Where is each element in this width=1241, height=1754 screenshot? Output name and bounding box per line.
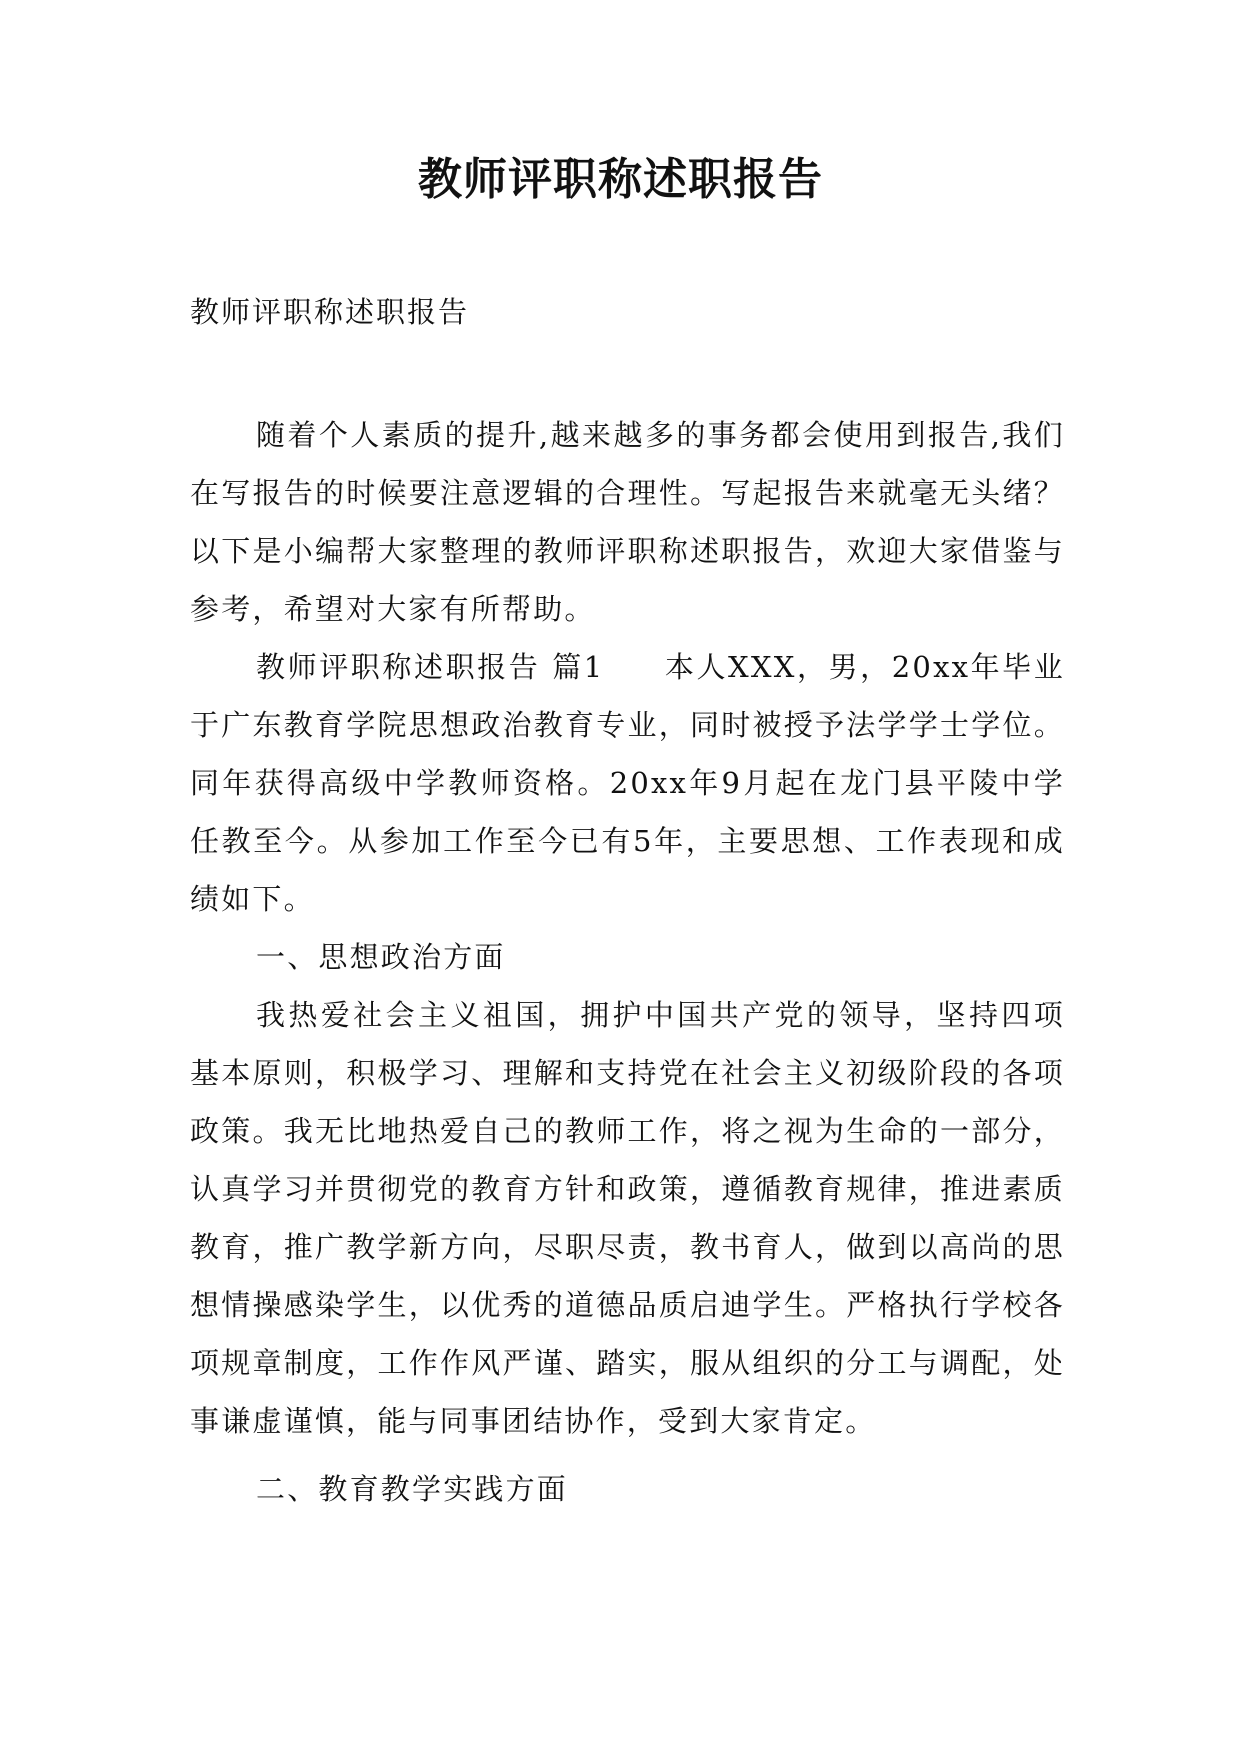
political-paragraph: 我热爱社会主义祖国，拥护中国共产党的领导，坚持四项基本原则，积极学习、理解和支持党在社会主义初级阶段的各项政策。我无比地热爱自己的教师工作，将之视为生命的一部分，认真学习并贯彻党的教育方针和政策，遵循教育规律，推进素质教育，推广教学新方向，尽职尽责，教书育人，做到以高尚的思想情操感染学生，以优秀的道德品质启迪学生。严格执行学校各项规章制度，工作作风严谨、踏实，服从组织的分工与调配，处事谦虚谨慎，能与同事团结协作，受到大家肯定。: [190, 998, 1065, 1438]
document-body: [190, 406, 1065, 1518]
personal-summary: 本人XXX，男，20xx年毕业于广东教育学院思想政治教育专业，同时被授予法学学士学位。同年获得高级中学教师资格。20xx年9月起在龙门县平陵中学任教至今。从参加工作至今已有5年，主要思想、工作表现和成绩如下。: [190, 650, 1065, 916]
section-label: 教师评职称述职报告 篇1: [256, 650, 605, 684]
document-title: 教师评职称述职报告: [418, 154, 823, 205]
heading-teaching-practice: 二、教育教学实践方面: [256, 1472, 569, 1506]
heading-political: 一、思想政治方面: [256, 940, 506, 974]
intro-paragraph: 随着个人素质的提升,越来越多的事务都会使用到报告,我们在写报告的时候要注意逻辑的合理性。写起报告来就毫无头绪？以下是小编帮大家整理的教师评职称述职报告，欢迎大家借鉴与参考，希望对大家有所帮助。: [190, 418, 1065, 626]
section-paragraph-1: [190, 638, 1065, 928]
document-subtitle: 教师评职称述职报告: [190, 295, 470, 329]
